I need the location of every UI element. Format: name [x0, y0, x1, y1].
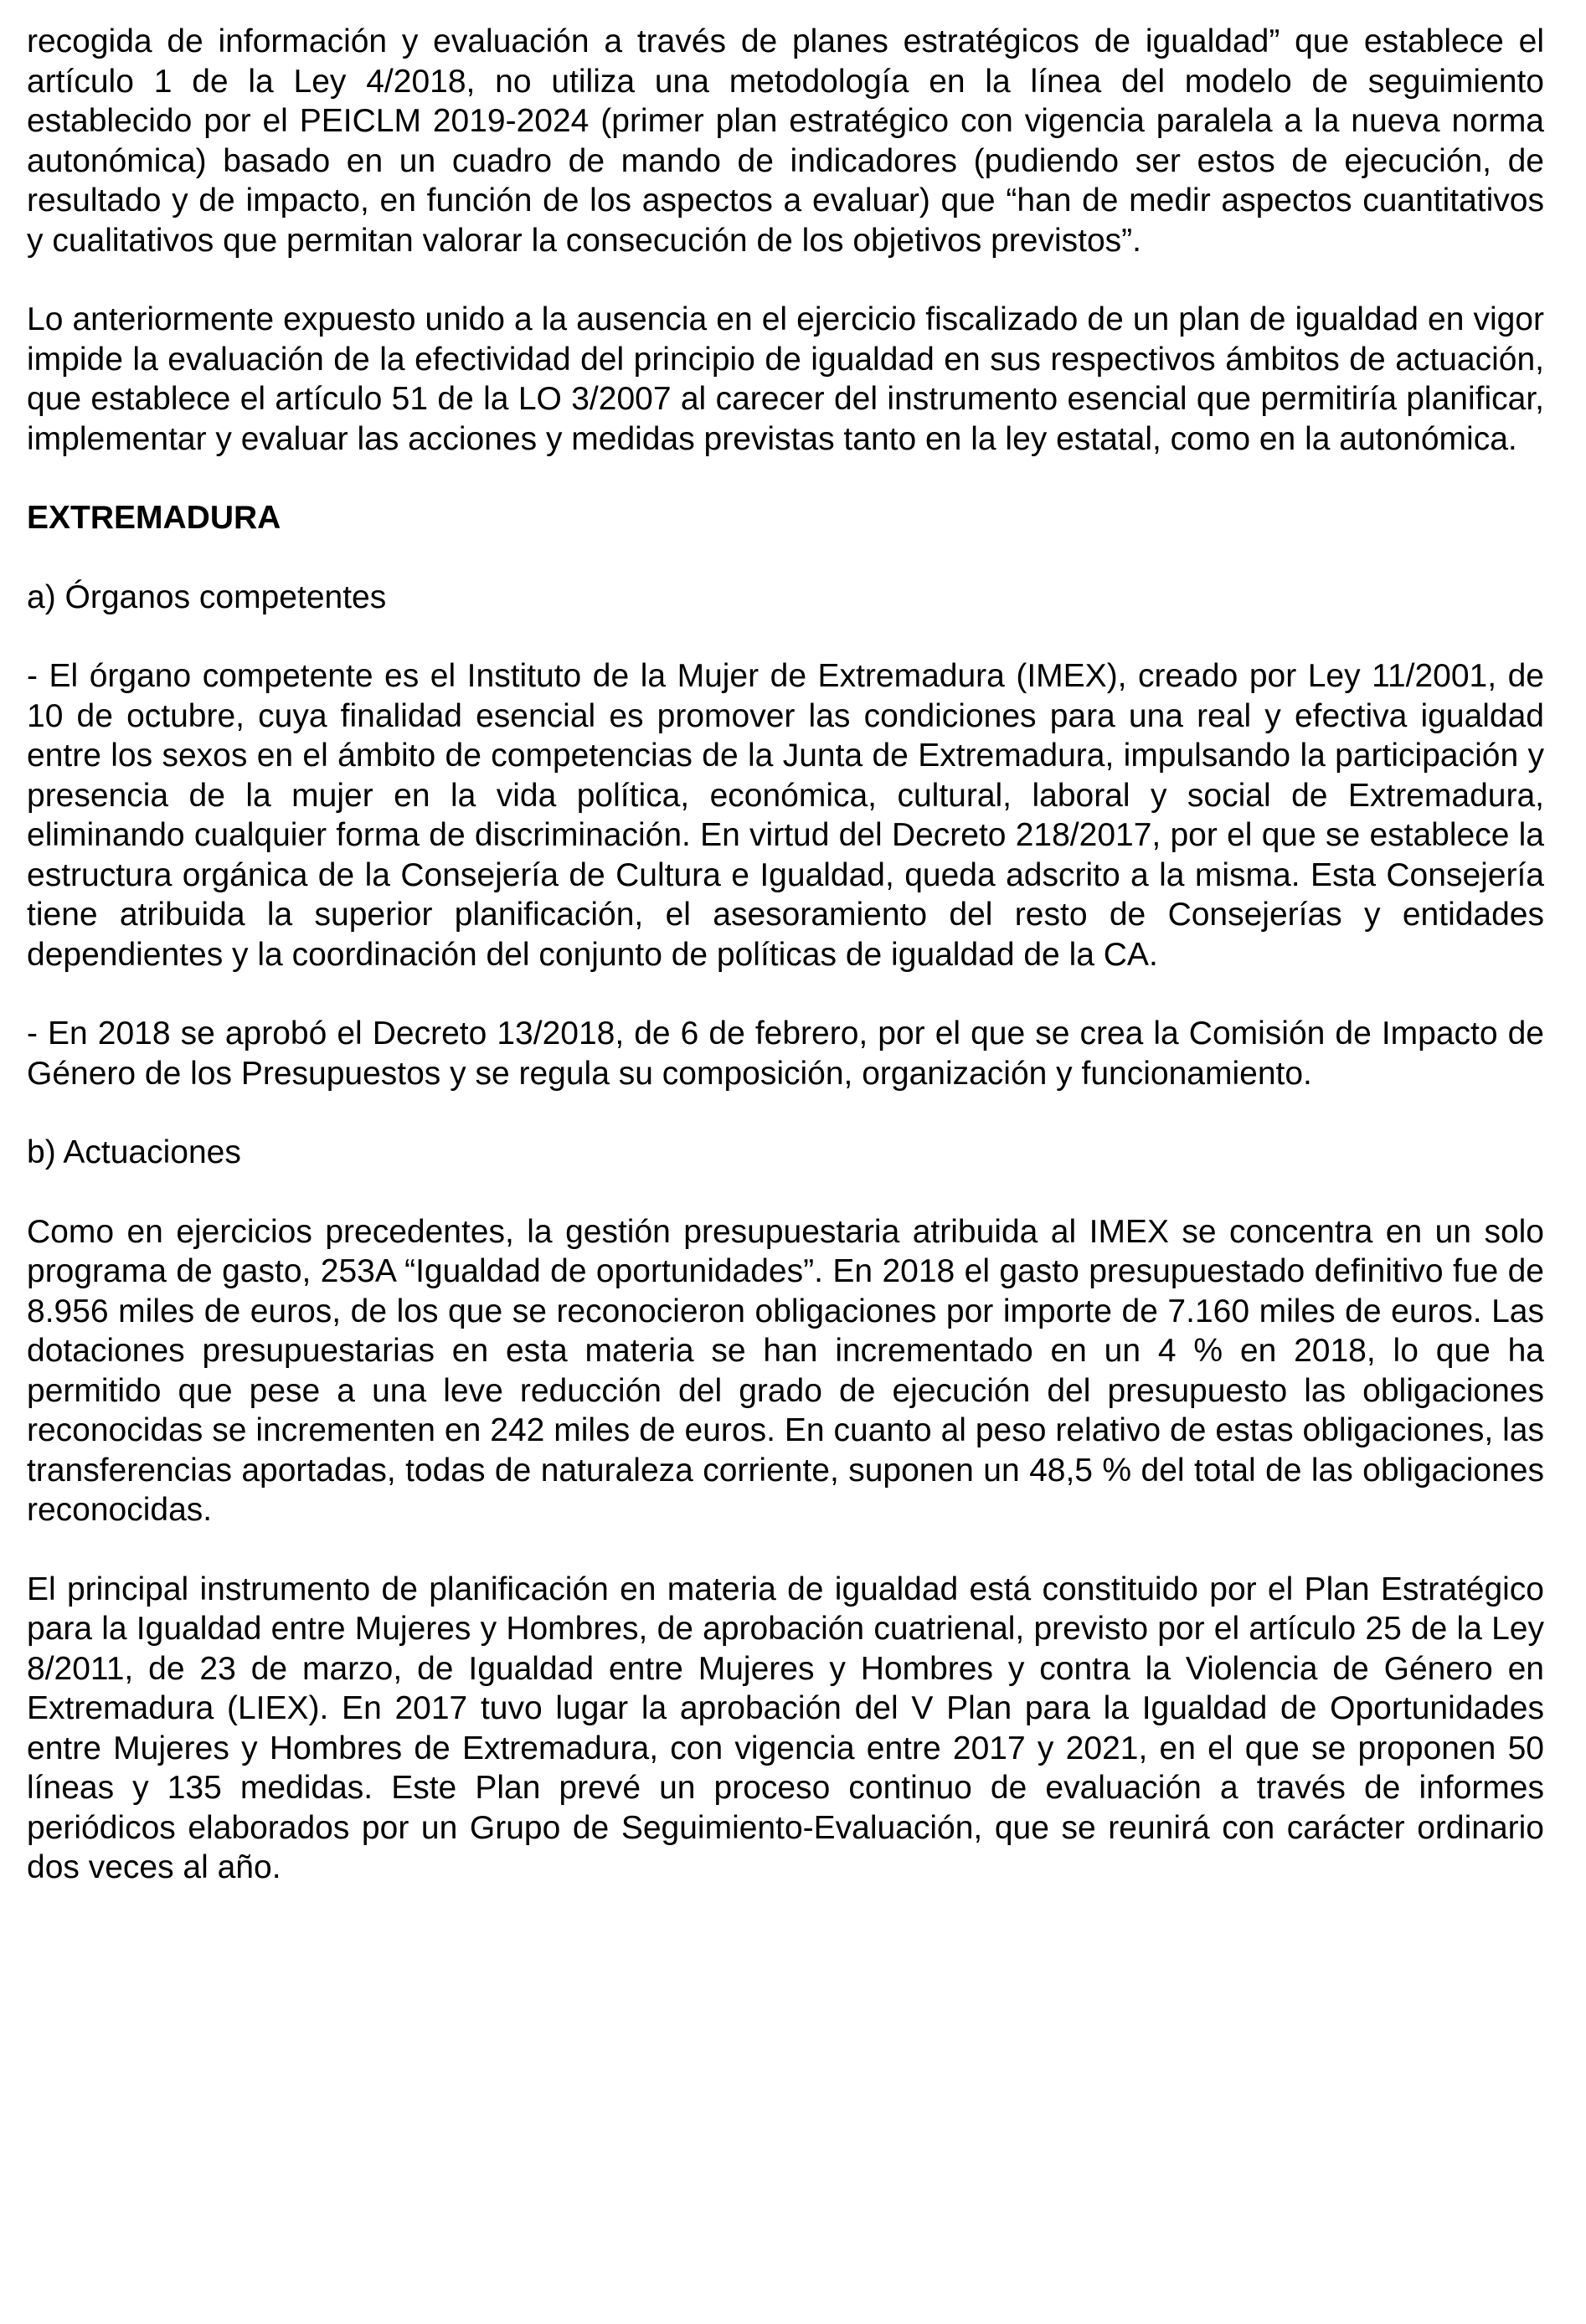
paragraph-decreto: - En 2018 se aprobó el Decreto 13/2018, de 6 de febrero, por el que se crea la Comisión de Impacto de Género de los Presupuestos y se regula su composición, organización y funcionamiento.	[27, 1015, 1544, 1092]
paragraph-gestion-presupuestaria: Como en ejercicios precedentes, la gestión presupuestaria atribuida al IMEX se concentra en un solo programa de gasto, 253A “Igualdad de oportunidades”. En 2018 el gasto presupuestado definitivo fue de 8.956 miles de euros, de los que se reconocieron obligaciones por importe de 7.160 miles de euros. Las dotaciones presupuestarias en esta materia se han incrementado en un 4 % en 2018, lo que ha permitido que pese a una leve reducción del grado de ejecución del presupuesto las obligaciones reconocidas se incrementen en 242 miles de euros. En cuanto al peso relativo de estas obligaciones, las transferencias aportadas, todas de naturaleza corriente, suponen un 48,5 % del total de las obligaciones reconocidas.	[27, 1213, 1544, 1528]
subsection-heading-a: a) Órganos competentes	[27, 578, 387, 615]
paragraph-conclusion: Lo anteriormente expuesto unido a la ausencia en el ejercicio fiscalizado de un plan de igualdad en vigor impide la evaluación de la efectividad del principio de igualdad en sus respectivos ámbitos de actuación, que establece el artículo 51 de la LO 3/2007 al carecer del instrumento esencial que permitiría planificar, implementar y evaluar las acciones y medidas previstas tanto en la ley estatal, como en la autonómica.	[27, 301, 1544, 457]
paragraph-continuation: recogida de información y evaluación a través de planes estratégicos de igualdad” que establece el artículo 1 de la Ley 4/2018, no utiliza una metodología en la línea del modelo de seguimiento establecido por el PEICLM 2019-2024 (primer plan estratégico con vigencia paralela a la nueva norma autonómica) basado en un cuadro de mando de indicadores (pudiendo ser estos de ejecución, de resultado y de impacto, en función de los aspectos a evaluar) que “han de medir aspectos cuantitativos y cualitativos que permitan valorar la consecución de los objetivos previstos”.	[27, 23, 1544, 259]
paragraph-organo-competente: - El órgano competente es el Instituto de la Mujer de Extremadura (IMEX), creado por Ley 11/2001, de 10 de octubre, cuya finalidad esencial es promover las condiciones para una real y efectiva igualdad entre los sexos en el ámbito de competencias de la Junta de Extremadura, impulsando la participación y presencia de la mujer en la vida política, económica, cultural, laboral y social de Extremadura, eliminando cualquier forma de discriminación. En virtud del Decreto 218/2017, por el que se establece la estructura orgánica de la Consejería de Cultura e Igualdad, queda adscrito a la misma. Esta Consejería tiene atribuida la superior planificación, el asesoramiento del resto de Consejerías y entidades dependientes y la coordinación del conjunto de políticas de igualdad de la CA.	[27, 658, 1544, 973]
document-page	[27, 22, 1544, 1927]
section-heading: EXTREMADURA	[27, 500, 281, 536]
subsection-heading-b: b) Actuaciones	[27, 1134, 241, 1170]
paragraph-plan-estrategico: El principal instrumento de planificación en materia de igualdad está constituido por el Plan Estratégico para la Igualdad entre Mujeres y Hombres, de aprobación cuatrienal, previsto por el artículo 25 de la Ley 8/2011, de 23 de marzo, de Igualdad entre Mujeres y Hombres y contra la Violencia de Género en Extremadura (LIEX). En 2017 tuvo lugar la aprobación del V Plan para la Igualdad de Oportunidades entre Mujeres y Hombres de Extremadura, con vigencia entre 2017 y 2021, en el que se proponen 50 líneas y 135 medidas. Este Plan prevé un proceso continuo de evaluación a través de informes periódicos elaborados por un Grupo de Seguimiento-Evaluación, que se reunirá con carácter ordinario dos veces al año.	[27, 1571, 1544, 1885]
